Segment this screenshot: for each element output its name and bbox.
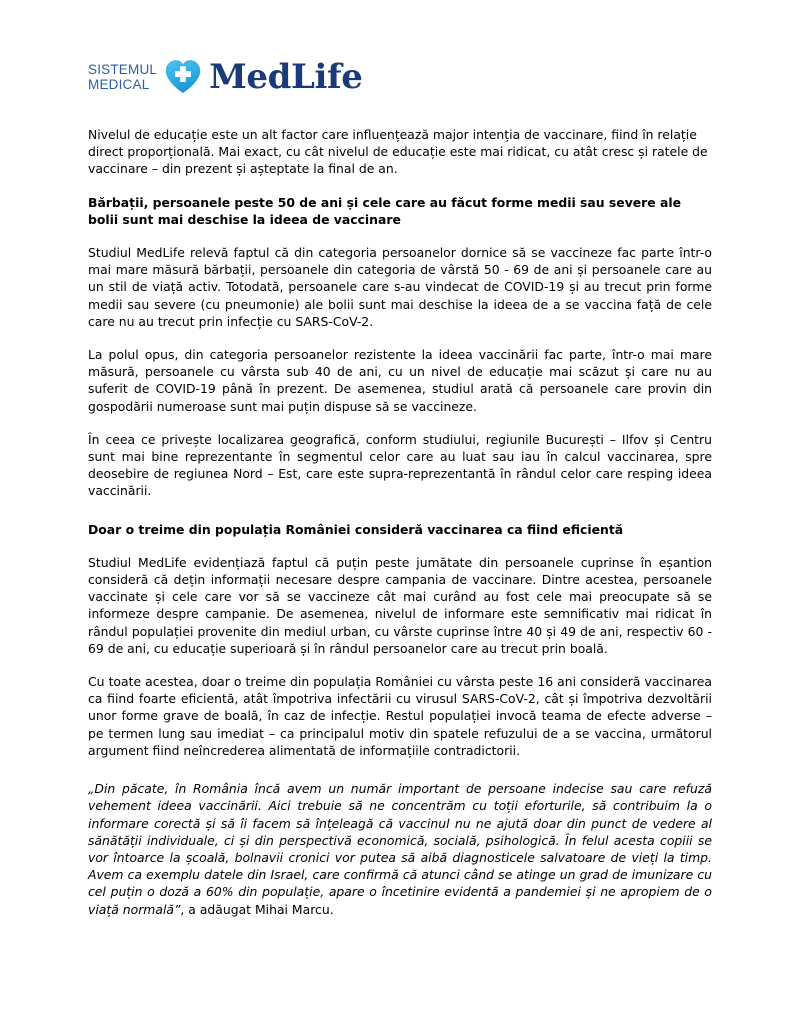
medlife-logo: [88, 54, 362, 100]
quote-attribution: , a adăugat Mihai Marcu.: [180, 901, 334, 917]
quote-body-text: „Din păcate, în România încă avem un număr important de persoane indecise sau care refuză vehement ideea vaccinării. Aici trebuie să ne concentrăm cu toții eforturile, să contribuim la o informare corectă și să îi facem să înțeleagă că vaccinul nu ne ajută doar din punct de vedere al sănătății individuale, ci și din perspectivă economică, socială, psihologică. În felul acesta copiii se vor întoarce la școală, bolnavii cronici vor putea să aibă diagnosticele salvatoare de vieți la timp. Avem ca exemplu datele din Israel, care confirmă că atunci când se atinge un grad de imunizare cu cel puțin o doză a 60% din populație, apare o încetinire evidentă a pandemiei și ne apropiem de o viață normală”: [88, 781, 712, 917]
document-body: [88, 126, 712, 918]
logo-wordmark: MedLife: [209, 57, 363, 97]
logo-subtitle-line2: MEDICAL: [88, 77, 150, 92]
heart-with-cross-icon: [164, 58, 202, 96]
paragraph-information-level: Studiul MedLife evidențiază faptul că puțin peste jumătate din persoanele cuprinse în eșantion consideră că dețin informații necesare despre campania de vaccinare. Dintre acestea, persoanele vaccinate și cele care vor să se vaccineze cât mai curând au fost cele mai preocupate să se informeze despre campanie. De asemenea, nivelul de informare este semnificativ mai ridicat în rândul populației provenite din mediul urban, cu vârste cuprinse între 40 și 49 de ani, respectiv 60 - 69 de ani, cu educație superioară și în rândul persoanelor care au trecut prin boală.: [88, 554, 712, 656]
paragraph-geographic-distribution: În ceea ce privește localizarea geografică, conform studiului, regiunile București – Ilfov și Centru sunt mai bine reprezentante în segmentul celor care au luat sau iau în calcul vaccinarea, spre deosebire de regiunea Nord – Est, care este supra-reprezentantă în rândul celor care resping ideea vaccinării.: [88, 431, 712, 499]
paragraph-vaccine-efficiency: Cu toate acestea, doar o treime din populația României cu vârsta peste 16 ani consideră vaccinarea ca fiind foarte eficientă, atât împotriva infectării cu virusul SARS-CoV-2, cât și împotriva dezvoltării unor forme grave de boală, în caz de infecție. Restul populației invocă teama de efecte adverse – pe termen lung sau imediat – ca principalul motiv din spatele refuzului de a se vaccina, următorul argument fiind neîncrederea alimentată de informațiile contradictorii.: [88, 674, 712, 758]
paragraph-education-level: Nivelul de educație este un alt factor care influențează major intenția de vaccinare, fiind în relație direct proporțională. Mai exact, cu cât nivelul de educație este mai ridicat, cu atât cresc și ratele de vaccinare – din prezent și așteptate la final de an.: [88, 127, 708, 177]
logo-subtitle-line1: SISTEMUL: [88, 62, 158, 77]
heading-men-over-50: Bărbații, persoanele peste 50 de ani și cele care au făcut forme medii sau severe ale bolii sunt mai deschise la ideea de vaccinare: [88, 194, 682, 227]
paragraph-resistant-groups: La polul opus, din categoria persoanelor rezistente la ideea vaccinării fac parte, într-o mai mare măsură, persoanele cu vârsta sub 40 de ani, cu un nivel de educație mai scăzut și care nu au suferit de COVID-19 până în prezent. De asemenea, studiul arată că persoanele care provin din gospodării numeroase sunt mai puțin dispuse să se vaccineze.: [88, 347, 712, 414]
logo-subtitle: [88, 62, 157, 92]
heading-one-third-effective: Doar o treime din populația României consideră vaccinarea ca fiind eficientă: [88, 521, 624, 537]
pull-quote: [88, 780, 712, 918]
paragraph-willing-groups: Studiul MedLife relevă faptul că din categoria persoanelor dornice să se vaccineze fac parte într-o mai mare măsură bărbații, persoanele din categoria de vârstă 50 - 69 de ani și persoanele care au un stil de viață activ. Totodată, persoanele care s-au vindecat de COVID-19 și au trecut prin forme medii sau severe (cu pneumonie) ale bolii sunt mai deschise la ideea de a se vaccina față de cele care nu au trecut prin infecție cu SARS-CoV-2.: [88, 245, 712, 329]
